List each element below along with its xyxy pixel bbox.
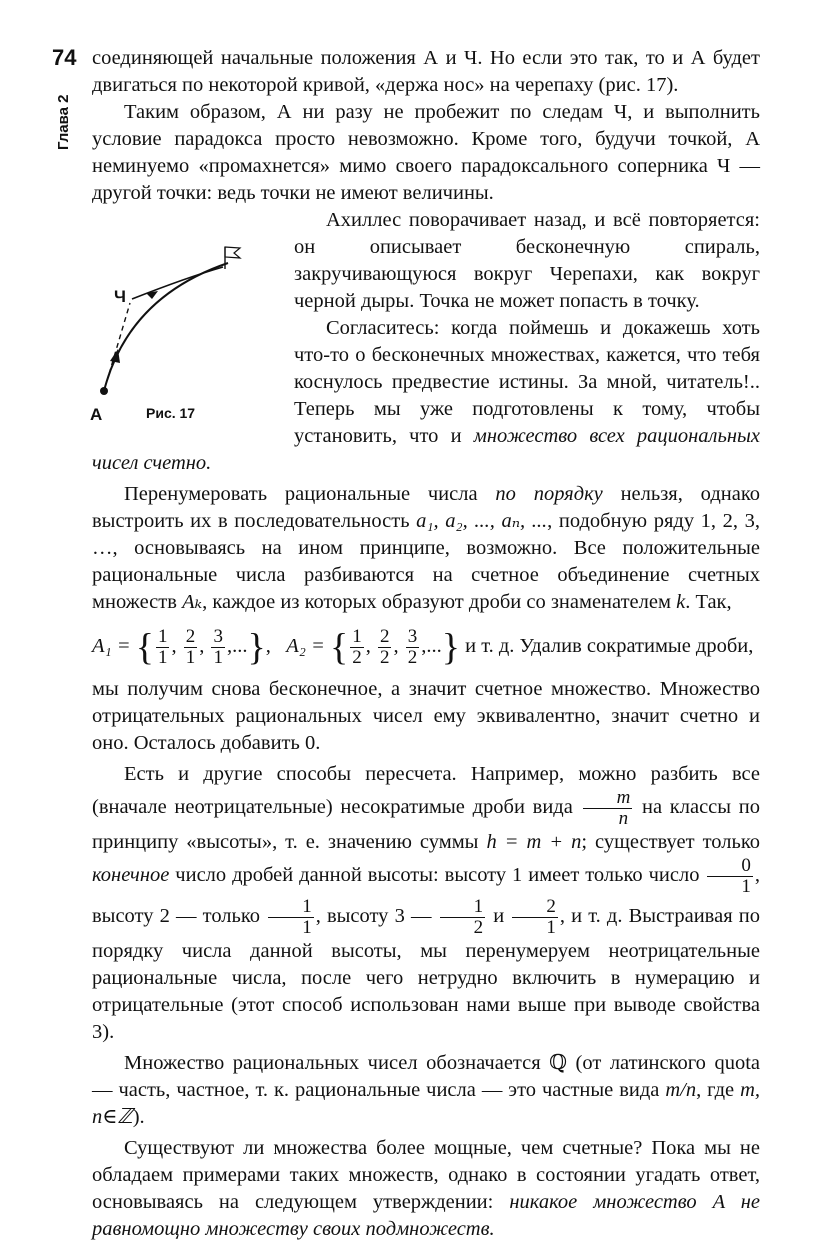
- fraction: $\frac{2}{1}$: [185, 625, 196, 668]
- paragraph: Перенумеровать рациональные числа по порядку нельзя, однако выстроить их в последовательность a₁, a₂, ..., aₙ, ..., подобную ряду 1, 2, 3, …, основываясь на ином принципе, возможно. Все положительные рациональные числа разбиваются на счетное объединение счетных множеств Aₖ, каждое из которых образуют дроби со знаменателем k. Так,: [92, 483, 761, 613]
- fraction: $\frac{1}{1}$: [157, 625, 168, 668]
- paragraph: мы получим снова бесконечное, а значит счетное множество. Множество отрицательных рациональных чисел ему эквивалентно, значит счетно и оно. Осталось добавить 0.: [92, 678, 760, 754]
- fraction: $\frac{3}{2}$: [407, 625, 418, 668]
- fraction: $\frac{1}{1}$: [268, 897, 314, 938]
- fraction: $\frac{1}{2}$: [352, 625, 362, 668]
- fraction: $\frac{3}{1}$: [213, 625, 223, 668]
- fraction: $\frac{2}{1}$: [512, 897, 558, 938]
- set-definitions: A₁ = { $\frac{1}{1}$ , $\frac{2}{1}$ , $\frac{3}{1}$ ,...}, A₂ = { $\frac{1}{2}$ , $\frac{2}{2}$ , $\frac{3}{2}$ ,...} и т. д. Удалив сократимые дроби,: [92, 625, 754, 669]
- fraction: $\frac{1}{2}$: [440, 897, 486, 938]
- page-number: 74: [52, 45, 77, 70]
- figure-17: [88, 207, 286, 429]
- pursuit-curve-diagram: [88, 207, 286, 429]
- set2-name: A₂ =: [286, 635, 325, 657]
- paragraph: Множество рациональных чисел обозначается ℚ (от латинского quota — часть, частное, т. к. рациональные числа — это частные вида m/n, где m, n∈ℤ).: [92, 1051, 760, 1128]
- label-ch: Ч: [114, 287, 126, 306]
- page-body: [92, 45, 760, 1243]
- fraction: $\frac{2}{2}$: [379, 625, 390, 668]
- paragraph: Таким образом, А ни разу не пробежит по следам Ч, и выполнить условие парадокса просто невозможно. Кроме того, будучи точкой, А неминуемо «промахнется» мимо своего парадоксального соперника Ч — другой точки: ведь точки не имеют величины.: [92, 101, 760, 204]
- paragraph: Существуют ли множества более мощные, чем счетные? Пока мы не обладаем примерами таких множеств, однако в состоянии угадать ответ, основываясь на следующем утверждении: никакое множество A не равномощно множеству своих подмножеств.: [92, 1136, 760, 1240]
- label-a: А: [90, 405, 103, 424]
- paragraph: Согласитесь: когда поймешь и докажешь хоть что-то о бесконечных множествах, кажется, что тебя коснулось предвестие истины. За мной, читатель!.. Теперь мы уже подготовлены к тому, чтобы установить, что и множество всех рациональных чисел счетно.: [92, 317, 760, 474]
- fraction: $\frac{0}{1}$: [707, 856, 753, 897]
- figure-caption: Рис. 17: [146, 405, 196, 421]
- paragraph: Есть и другие способы пересчета. Например, можно разбить все (вначале неотрицательные) несократимые дроби вида $\frac{m}{n}$ на классы по принципу «высоты», т. е. значению суммы h = m + n; существует только конечное число дробей данной высоты: высоту 1 имеет только число $\frac{0}{1}$ , высоту 2 — только $\frac{1}{1}$ , высоту 3 — $\frac{1}{2}$ и $\frac{2}{1}$ , и т. д. Выстраивая по порядку числа данной высоты, мы перенумеруем неотрицательные рациональные числа, после чего нетрудно включить в нумерацию и отрицательные (этот способ использован нами выше при выводе свойства 3).: [92, 763, 760, 1043]
- chapter-label: Глава 2: [55, 94, 72, 150]
- fraction: $\frac{m}{n}$: [583, 788, 633, 829]
- paragraph: соединяющей начальные положения А и Ч. Но если это так, то и А будет двигаться по некоторой кривой, «держа нос» на черепаху (рис. 17).: [92, 47, 760, 96]
- paragraph: Ахиллес поворачивает назад, и всё повторяется: он описывает бесконечную спираль, закручивающуюся вокруг Черепахи, как вокруг черной дыры. Точка не может попасть в точку.: [294, 209, 760, 312]
- set1-name: A₁ =: [92, 635, 131, 657]
